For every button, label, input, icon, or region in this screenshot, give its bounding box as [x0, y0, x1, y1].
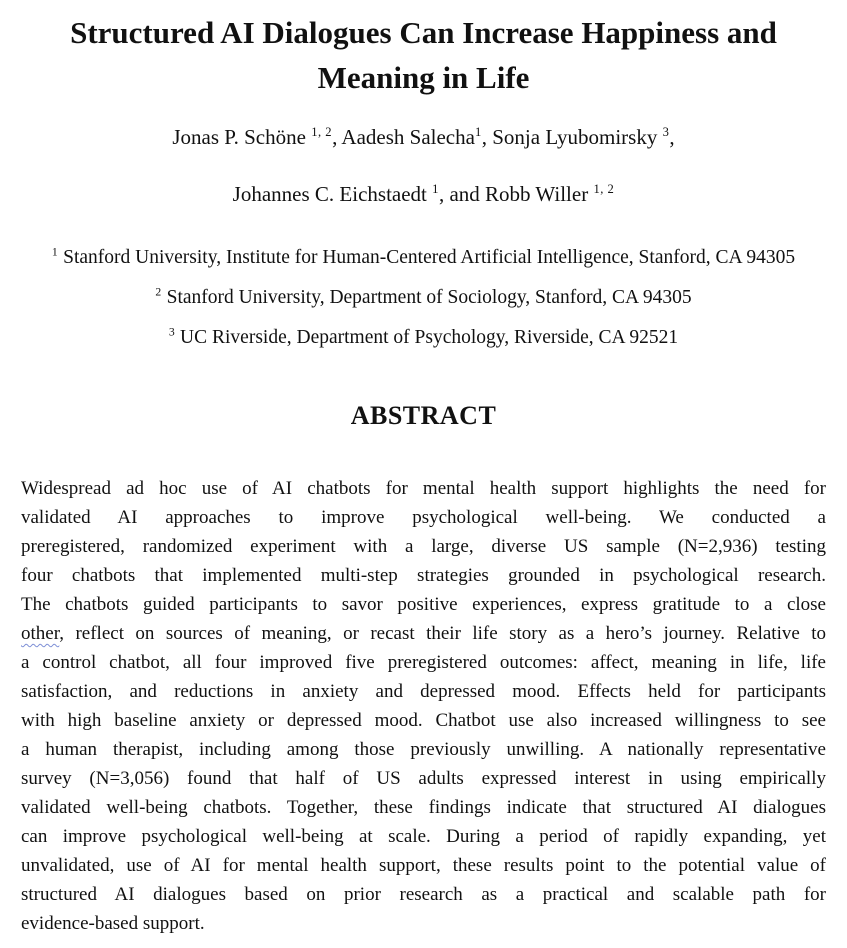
title-line: Structured AI Dialogues Can Increase Happiness and: [70, 15, 777, 50]
author-name-text: , Aadesh Salecha: [332, 125, 475, 149]
affiliation-superscript: 2: [155, 285, 162, 299]
abstract-line: Widespread ad hoc use of AI chatbots for mental health support highlights the need for: [21, 478, 826, 499]
abstract-line: other, reflect on sources of meaning, or recast their life story as a hero’s journey. Relative to: [21, 623, 826, 644]
abstract-line: a human therapist, including among those previously unwilling. A nationally representative: [21, 739, 826, 760]
grammar-flagged-word: other: [21, 623, 60, 644]
abstract-line: evidence-based support.: [21, 913, 205, 934]
abstract-heading: ABSTRACT: [350, 401, 497, 430]
title-line: Meaning in Life: [317, 60, 530, 95]
author-superscript: 3: [662, 125, 670, 139]
abstract-line: satisfaction, and reductions in anxiety and depressed mood. Effects held for participants: [21, 681, 826, 702]
author-name-text: , Sonja Lyubomirsky: [481, 125, 663, 149]
author-name-text: Johannes C. Eichstaedt: [232, 182, 433, 206]
paper-title: [20, 10, 827, 100]
author-superscript: 1: [432, 182, 439, 196]
affiliation-line: [0, 327, 847, 348]
author-name-text: ,: [669, 125, 675, 149]
abstract-line: structured AI dialogues based on prior research as a practical and scalable path for: [21, 884, 826, 905]
affiliation-superscript: 1: [51, 245, 59, 259]
affiliation-line: [0, 287, 847, 308]
affiliation-line: [0, 247, 847, 268]
author-name-text: Jonas P. Schöne: [172, 125, 312, 149]
author-superscript: 1: [474, 125, 482, 139]
abstract-line: can improve psychological well-being at scale. During a period of rapidly expanding, yet: [21, 826, 826, 847]
abstract-body: [21, 474, 826, 938]
abstract-line: validated well-being chatbots. Together, these findings indicate that structured AI dialogues: [21, 797, 826, 818]
abstract-line: The chatbots guided participants to savor positive experiences, express gratitude to a close: [21, 594, 826, 615]
abstract-line: preregistered, randomized experiment with a large, diverse US sample (N=2,936) testing: [21, 536, 826, 557]
affiliation-text: Stanford University, Department of Sociology, Stanford, CA 94305: [161, 287, 692, 308]
abstract-line: with high baseline anxiety or depressed mood. Chatbot use also increased willingness to see: [21, 710, 826, 731]
affiliation-text: Stanford University, Institute for Human-Centered Artificial Intelligence, Stanford, CA 94305: [58, 247, 796, 268]
abstract-line: survey (N=3,056) found that half of US adults expressed interest in using empirically: [21, 768, 826, 789]
affiliation-list: [0, 247, 847, 348]
affiliation-superscript: 3: [168, 325, 176, 339]
abstract-line: validated AI approaches to improve psychological well-being. We conducted a: [21, 507, 826, 528]
author-line: [0, 181, 847, 207]
author-list: [0, 124, 847, 207]
abstract-line: four chatbots that implemented multi-step strategies grounded in psychological research.: [21, 565, 826, 586]
affiliation-text: UC Riverside, Department of Psychology, Riverside, CA 92521: [175, 327, 679, 348]
author-name-text: , and Robb Willer: [438, 182, 594, 206]
abstract-line: unvalidated, use of AI for mental health support, these results point to the potential value of: [21, 855, 826, 876]
author-superscript: 1, 2: [593, 182, 615, 196]
author-superscript: 1, 2: [311, 125, 333, 139]
abstract-line: a control chatbot, all four improved five preregistered outcomes: affect, meaning in life, life: [21, 652, 826, 673]
author-line: [0, 124, 847, 150]
